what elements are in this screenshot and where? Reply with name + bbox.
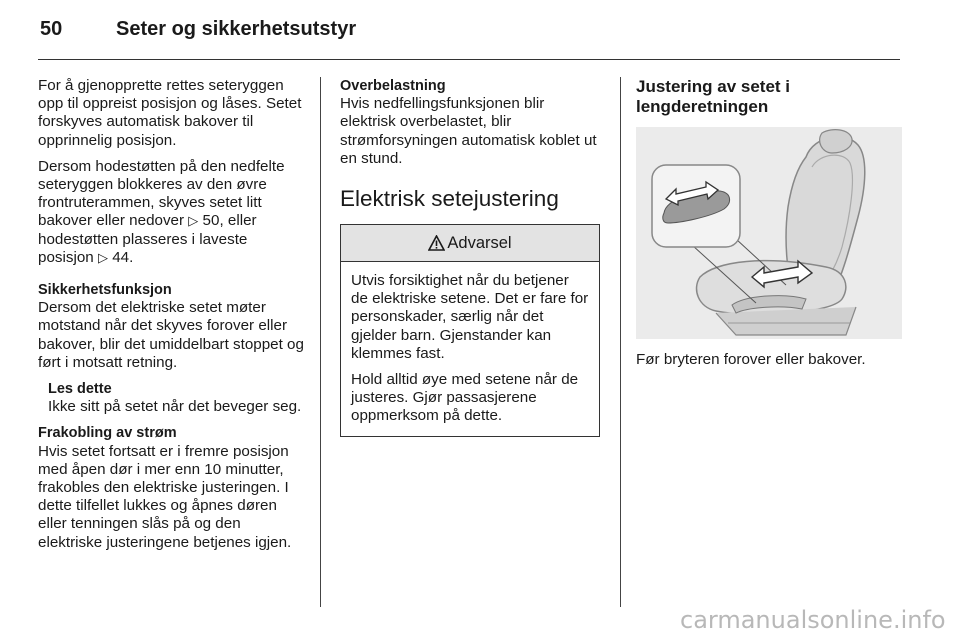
overload-heading: Overbelastning bbox=[340, 78, 446, 94]
page-header bbox=[38, 14, 898, 58]
column-divider-2 bbox=[620, 77, 621, 607]
safety-heading: Sikkerhetsfunksjon bbox=[38, 282, 172, 299]
subsection-heading: Justering av setet i lengderetningen bbox=[636, 77, 791, 116]
disconnect-text: Hvis setet fortsatt er i fremre posisjon med åpen dør i mer enn 10 minutter, frakobles den elektriske justeringen. I dette tilfellet lukkes og åpnes døren eller tenningen slås på og den elektriske justeringene betjenes igjen. bbox=[38, 442, 292, 551]
column-1 bbox=[38, 77, 304, 560]
warning-box bbox=[340, 224, 600, 437]
page-reference-icon[interactable]: ▷ bbox=[97, 249, 108, 265]
chapter-title: Seter og sikkerhetsutstyr bbox=[116, 18, 357, 40]
note-heading: Les dette bbox=[48, 381, 112, 398]
warning-triangle-icon bbox=[428, 235, 445, 251]
warning-header bbox=[341, 225, 599, 262]
seat-adjustment-illustration bbox=[636, 127, 902, 339]
safety-text: Dersom det elektriske setet møter motstand når det skyves forover eller bakover, blir det umiddelbart stoppet og ført i motsatt retning. bbox=[38, 299, 304, 371]
page-number: 50 bbox=[40, 18, 63, 40]
overload-text: Hvis nedfellingsfunksjonen blir elektrisk overbelastet, blir strømforsyningen automatisk koblet ut en stund. bbox=[340, 95, 597, 167]
warning-body bbox=[341, 262, 599, 436]
paragraph-restore-seatback: For å gjenopprette rettes seteryggen opp til oppreist posisjon og låses. Setet forskyves automatisk bakover til opprinnelig posisjon. bbox=[38, 77, 302, 149]
column-3 bbox=[636, 77, 902, 377]
warning-text-1: Utvis forsiktighet når du betjener de elektriske setene. Det er fare for personskader, særlig når det gjelder barn. Gjenstander kan klemmes fast. bbox=[351, 272, 589, 362]
page-reference-1[interactable]: 50 bbox=[202, 212, 220, 230]
note-block bbox=[48, 380, 304, 416]
paragraph-headrest: Dersom hodestøtten på den nedfelte seteryggen blokkeres av den øvre frontruterammen, skyves setet litt bakover eller nedover ▷ 50, eller hodestøtten plasseres i laveste posisjon ▷ 44. bbox=[38, 157, 285, 266]
header-divider bbox=[38, 59, 900, 60]
column-2 bbox=[340, 77, 602, 437]
section-title: Elektrisk setejustering bbox=[340, 186, 559, 212]
note-text: Ikke sitt på setet når det beveger seg. bbox=[48, 398, 302, 416]
column-divider-1 bbox=[320, 77, 321, 607]
warning-title: Advarsel bbox=[447, 233, 512, 252]
watermark: carmanualsonline.info bbox=[680, 606, 946, 634]
disconnect-heading: Frakobling av strøm bbox=[38, 425, 177, 442]
warning-text-2: Hold alltid øye med setene når de justeres. Gjør passasjerene oppmerksom på dette. bbox=[351, 371, 579, 425]
page-reference-2[interactable]: 44 bbox=[112, 248, 130, 266]
page-reference-icon[interactable]: ▷ bbox=[188, 213, 199, 229]
illustration-caption: Før bryteren forover eller bakover. bbox=[636, 351, 866, 368]
